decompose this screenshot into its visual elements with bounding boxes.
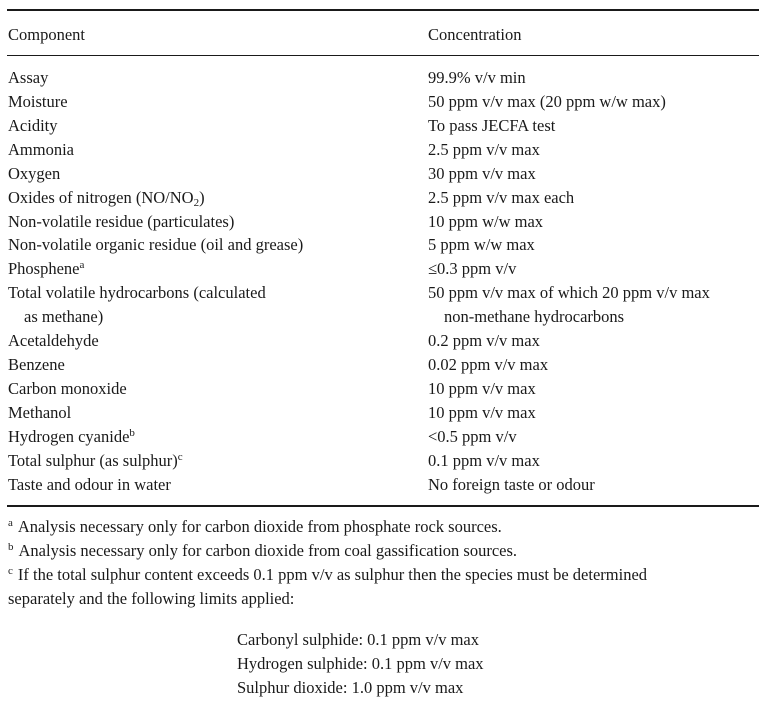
concentration-cell: 0.02 ppm v/v max [428, 355, 549, 375]
concentration-cell: 50 ppm v/v max (20 ppm w/w max) [428, 91, 666, 111]
species-limits-list [237, 628, 484, 700]
footnote-b [8, 539, 760, 563]
table-top-rule [7, 9, 759, 11]
component-cell: Non-volatile organic residue (oil and grease) [8, 235, 304, 255]
table-row [0, 257, 772, 281]
concentration-cell: 2.5 ppm v/v max each [428, 187, 575, 207]
concentration-cell: 0.2 ppm v/v max [428, 331, 540, 351]
concentration-cell: 10 ppm v/v max [428, 402, 536, 422]
table-row [0, 186, 772, 210]
subscript: 2 [193, 196, 200, 209]
concentration-cell: 30 ppm v/v max [428, 163, 536, 183]
footnote-marker: a [79, 259, 85, 272]
table-row [0, 66, 772, 90]
component-cell: Ammonia [8, 139, 74, 159]
component-text: Total sulphur (as sulphur) [8, 450, 178, 470]
table-row [0, 281, 772, 329]
concentration-cell: 0.1 ppm v/v max [428, 450, 540, 470]
concentration-cell: 99.9% v/v min [428, 68, 526, 87]
component-cell: Oxygen [8, 163, 61, 183]
component-cell: Benzene [8, 355, 65, 375]
concentration-text: 50 ppm v/v max of which 20 ppm v/v max [428, 283, 710, 303]
footnote-c-continuation: separately and the following limits applied: [8, 589, 295, 608]
table-row [0, 138, 772, 162]
component-cell [8, 281, 266, 329]
table-row [0, 210, 772, 234]
footnote-marker: c [177, 450, 183, 463]
concentration-cell: To pass JECFA test [428, 115, 556, 135]
table-row [0, 233, 772, 257]
concentration-cell: <0.5 ppm v/v [428, 426, 517, 446]
component-cell [8, 257, 84, 281]
footnote-text: If the total sulphur content exceeds 0.1 ppm v/v as sulphur then the species must be determined [17, 565, 648, 584]
component-text: Total volatile hydrocarbons (calculated [8, 283, 266, 303]
table-row [0, 473, 772, 497]
component-cell: Acidity [8, 115, 58, 135]
table-row [0, 377, 772, 401]
component-cell: Assay [8, 68, 49, 87]
component-cell [8, 186, 205, 210]
table-row [0, 90, 772, 114]
component-text: Oxides of nitrogen (NO/NO [8, 187, 194, 207]
table-row [0, 449, 772, 473]
concentration-cell: 10 ppm w/w max [428, 211, 544, 231]
footnote-marker: b [129, 426, 135, 439]
component-cell: Non-volatile residue (particulates) [8, 211, 235, 231]
concentration-cell [428, 281, 710, 329]
component-text-line2: as methane) [24, 307, 104, 327]
table-row [0, 329, 772, 353]
component-text: Hydrogen cyanide [8, 426, 130, 446]
table-row [0, 162, 772, 186]
concentration-cell: 2.5 ppm v/v max [428, 139, 540, 159]
species-limit-item: Sulphur dioxide: 1.0 ppm v/v max [237, 678, 464, 697]
component-cell: Acetaldehyde [8, 331, 99, 351]
component-text: Phosphene [8, 259, 80, 279]
component-cell: Methanol [8, 402, 72, 422]
table-row [0, 425, 772, 449]
header-rule [7, 55, 759, 56]
footnote-text: Analysis necessary only for carbon dioxide from phosphate rock sources. [17, 517, 502, 536]
footnote-marker: a [8, 517, 13, 529]
component-text-after: ) [199, 187, 205, 207]
concentration-cell: No foreign taste or odour [428, 474, 595, 494]
concentration-cell: 10 ppm v/v max [428, 379, 536, 398]
footnote-c [8, 563, 760, 587]
footnote-a [8, 515, 760, 539]
column-header-component: Component [8, 25, 85, 44]
footnotes [8, 515, 760, 611]
table-row [0, 401, 772, 425]
concentration-cell: 5 ppm w/w max [428, 235, 535, 255]
component-cell: Carbon monoxide [8, 379, 127, 398]
table-row [0, 114, 772, 138]
table-body [0, 66, 772, 497]
component-cell: Moisture [8, 91, 68, 111]
species-limit-item: Carbonyl sulphide: 0.1 ppm v/v max [237, 630, 479, 649]
concentration-cell: ≤0.3 ppm v/v [428, 259, 517, 279]
component-cell: Taste and odour in water [8, 474, 171, 494]
component-cell [8, 425, 135, 449]
component-cell [8, 449, 183, 473]
footnote-marker: b [8, 541, 14, 553]
concentration-text-line2: non-methane hydrocarbons [444, 307, 625, 327]
table-row [0, 353, 772, 377]
species-limit-item: Hydrogen sulphide: 0.1 ppm v/v max [237, 654, 484, 673]
table-bottom-rule [7, 505, 759, 507]
footnote-marker: c [8, 565, 13, 577]
column-header-concentration: Concentration [428, 25, 522, 44]
footnote-text: Analysis necessary only for carbon dioxide from coal gassification sources. [18, 541, 518, 560]
